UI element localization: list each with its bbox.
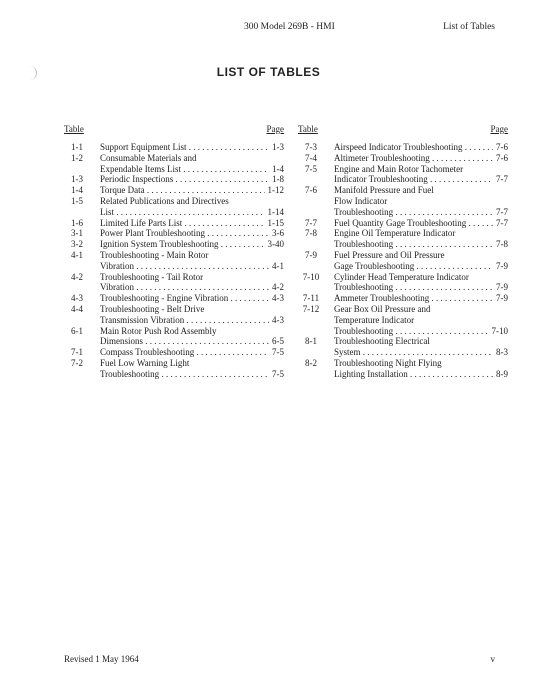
table-title-line: Gage Troubleshooting 7-9 . . . (334, 261, 508, 272)
page-reference: 7-8 (493, 239, 508, 250)
table-number: 3-1 (71, 228, 83, 239)
table-title (334, 358, 508, 380)
page-title: LIST OF TABLES (216, 65, 321, 79)
table-title-line: Engine and Main Rotor Tachometer (334, 163, 464, 174)
table-number: 3-2 (71, 239, 83, 250)
right-column (298, 124, 508, 380)
table-entry (298, 153, 508, 164)
table-entry (298, 293, 508, 304)
footer-revision: Revised 1 May 1964 (64, 654, 139, 664)
table-number: 7-7 (305, 217, 317, 228)
table-number: 7-1 (71, 347, 83, 358)
table-entry (64, 153, 284, 175)
table-entry (64, 196, 284, 218)
table-title-line: Vibration 4-2 . . . (100, 282, 284, 293)
table-number: 1-3 (71, 174, 83, 185)
page-column-label: Page (490, 124, 508, 134)
table-title-line: Vibration 4-1 . . . (100, 261, 284, 272)
page-reference: 7-9 (493, 282, 508, 293)
table-title-line: Fuel Quantity Gage Troubleshooting 7-7 . . . (334, 218, 508, 229)
table-title-line: Periodic Inspections 1-8 . . . (100, 174, 284, 185)
table-entry (64, 218, 284, 229)
table-number: 7-11 (302, 293, 320, 304)
table-number: 7-6 (305, 185, 317, 196)
page-reference: 3-6 (269, 228, 284, 239)
table-entry (64, 239, 284, 250)
page-reference: 7-7 (493, 174, 508, 185)
table-title (100, 228, 284, 239)
table-title (334, 185, 508, 217)
table-entry (64, 228, 284, 239)
table-title-line: Ignition System Troubleshooting 3-40 . . . (100, 239, 284, 250)
table-number: 7-8 (305, 228, 317, 239)
table-title (334, 272, 508, 294)
page-reference: 3-40 (265, 239, 285, 250)
left-entries (64, 142, 284, 380)
table-title-line: System 8-3 . . . (334, 347, 508, 358)
table-entry (64, 358, 284, 380)
page-reference: 7-5 (269, 369, 284, 380)
table-title-line: Fuel Low Warning Light (100, 357, 190, 368)
table-title (334, 228, 508, 250)
page-reference: 1-14 (265, 207, 285, 218)
table-title (100, 153, 284, 175)
table-title-line: Troubleshooting - Belt Drive (100, 303, 205, 314)
page-reference: 7-9 (493, 293, 508, 304)
table-title-line: Transmission Vibration 4-3 . . . (100, 315, 284, 326)
table-title (100, 250, 284, 272)
table-title-line: Main Rotor Push Rod Assembly (100, 325, 217, 336)
table-title-line: Troubleshooting Electrical (334, 336, 430, 347)
page-reference: 1-12 (265, 185, 285, 196)
table-number: 1-2 (71, 152, 83, 163)
page-reference: 1-15 (265, 218, 285, 229)
right-column-header (298, 124, 508, 140)
table-number: 7-10 (302, 271, 320, 282)
table-number: 4-1 (71, 249, 83, 260)
table-title (100, 174, 284, 185)
table-entry (298, 228, 508, 250)
table-title (334, 293, 508, 304)
table-entry (298, 218, 508, 229)
table-entry (64, 250, 284, 272)
table-title (100, 196, 284, 218)
table-number: 4-4 (71, 303, 83, 314)
page-reference: 4-1 (269, 261, 284, 272)
page-reference: 7-5 (269, 347, 284, 358)
table-title (100, 326, 284, 348)
table-number: 7-4 (305, 152, 317, 163)
table-entry (298, 250, 508, 272)
left-column-header (64, 124, 284, 140)
table-title (334, 142, 508, 153)
table-title-line: Temperature Indicator (334, 314, 415, 325)
table-title-line: Troubleshooting 7-9 . . . (334, 282, 508, 293)
table-number: 8-2 (305, 357, 317, 368)
table-entry (298, 336, 508, 358)
table-entry (64, 174, 284, 185)
table-title-line: Consumable Materials and (100, 152, 197, 163)
table-title-line: Troubleshooting - Main Rotor (100, 249, 209, 260)
table-title-line: Troubleshooting Night Flying (334, 357, 442, 368)
table-entry (298, 142, 508, 153)
table-title (100, 185, 284, 196)
left-column (64, 124, 284, 380)
table-title (334, 250, 508, 272)
table-title-line: Indicator Troubleshooting 7-7 . . . (334, 174, 508, 185)
table-title (334, 164, 508, 186)
table-title-line: Power Plant Troubleshooting 3-6 . . . (100, 228, 284, 239)
table-title-line: Ammeter Troubleshooting 7-9 . . . (334, 293, 508, 304)
table-title-line: Limited Life Parts List 1-15 . . . (100, 218, 284, 229)
table-number: 7-9 (305, 249, 317, 260)
table-entry (298, 164, 508, 186)
page-reference: 4-2 (269, 282, 284, 293)
table-title (100, 304, 284, 326)
table-title (334, 218, 508, 229)
table-number: 7-2 (71, 357, 83, 368)
table-title (334, 304, 508, 336)
table-title-line: Flow Indicator (334, 195, 388, 206)
table-title-line: Support Equipment List 1-3 . . . (100, 142, 284, 153)
table-title (100, 272, 284, 294)
table-entry (298, 304, 508, 336)
table-title (100, 218, 284, 229)
page-reference: 1-4 (269, 164, 284, 175)
table-number: 6-1 (71, 325, 83, 336)
table-title-line: Compass Troubleshooting 7-5 . . . (100, 347, 284, 358)
table-entry (64, 293, 284, 304)
table-number: 4-3 (71, 293, 83, 304)
page-reference: 1-3 (269, 142, 284, 153)
page-reference: 4-3 (269, 293, 284, 304)
table-title-line: Engine Oil Temperature Indicator (334, 228, 456, 239)
table-title-line: Dimensions 6-5 . . . (100, 336, 284, 347)
page-reference: 4-3 (269, 315, 284, 326)
table-number: 1-5 (71, 195, 83, 206)
table-number: 7-3 (305, 142, 317, 152)
table-title-line: Troubleshooting 7-8 . . . (334, 239, 508, 250)
table-entry (298, 185, 508, 217)
table-entry (298, 272, 508, 294)
header-section-title: List of Tables (443, 22, 495, 32)
page-reference: 7-6 (493, 142, 508, 153)
table-entry (64, 347, 284, 358)
table-title (334, 336, 508, 358)
page-reference: 7-7 (493, 218, 508, 229)
table-column-label: Table (64, 124, 84, 134)
page-reference: 7-7 (493, 207, 508, 218)
table-title-line: Cylinder Head Temperature Indicator (334, 271, 469, 282)
table-number: 1-6 (71, 217, 83, 228)
table-title (334, 153, 508, 164)
page-reference: 7-10 (489, 326, 509, 337)
table-title-line: List 1-14 . . . (100, 207, 284, 218)
table-number: 4-2 (71, 271, 83, 282)
header-document-id: 300 Model 269B - HMI (244, 22, 335, 32)
table-title-line: Fuel Pressure and Oil Pressure (334, 249, 445, 260)
table-entry (64, 142, 284, 153)
table-title-line: Troubleshooting - Tail Rotor (100, 271, 204, 282)
page-reference: 8-3 (493, 347, 508, 358)
table-title (100, 142, 284, 153)
table-column-label: Table (298, 124, 318, 134)
table-title-line: Gear Box Oil Pressure and (334, 303, 431, 314)
table-title-line: Torque Data 1-12 . . . (100, 185, 284, 196)
table-entry (64, 304, 284, 326)
table-title-line: Altimeter Troubleshooting 7-6 . . . (334, 153, 508, 164)
footer-page-number: v (490, 654, 495, 664)
table-title-line: Manifold Pressure and Fuel (334, 185, 434, 196)
table-title-line: Troubleshooting 7-7 . . . (334, 207, 508, 218)
table-title-line: Troubleshooting 7-5 . . . (100, 369, 284, 380)
page-reference: 7-9 (493, 261, 508, 272)
table-entry (64, 185, 284, 196)
table-title (100, 293, 284, 304)
table-title (100, 239, 284, 250)
table-number: 1-1 (71, 142, 83, 152)
table-title-line: Airspeed Indicator Troubleshooting 7-6 . . . (334, 142, 508, 153)
table-title-line: Troubleshooting 7-10 . . . (334, 326, 508, 337)
table-title-line: Expendable Items List 1-4 . . . (100, 164, 284, 175)
table-title (100, 358, 284, 380)
page-reference: 1-8 (269, 174, 284, 185)
table-number: 8-1 (305, 336, 317, 347)
page-reference: 6-5 (269, 336, 284, 347)
table-title (100, 347, 284, 358)
page-reference: 8-9 (493, 369, 508, 380)
table-entry (64, 272, 284, 294)
table-entry (64, 326, 284, 348)
right-entries (298, 142, 508, 380)
page-column-label: Page (266, 124, 284, 134)
table-title-line: Lighting Installation 8-9 . . . (334, 369, 508, 380)
table-entry (298, 358, 508, 380)
table-title-line: Related Publications and Directives (100, 195, 229, 206)
page-reference: 7-6 (493, 153, 508, 164)
table-number: 1-4 (71, 185, 83, 196)
table-number: 7-5 (305, 163, 317, 174)
table-title-line: Troubleshooting - Engine Vibration 4-3 . . . (100, 293, 284, 304)
table-number: 7-12 (302, 303, 320, 314)
